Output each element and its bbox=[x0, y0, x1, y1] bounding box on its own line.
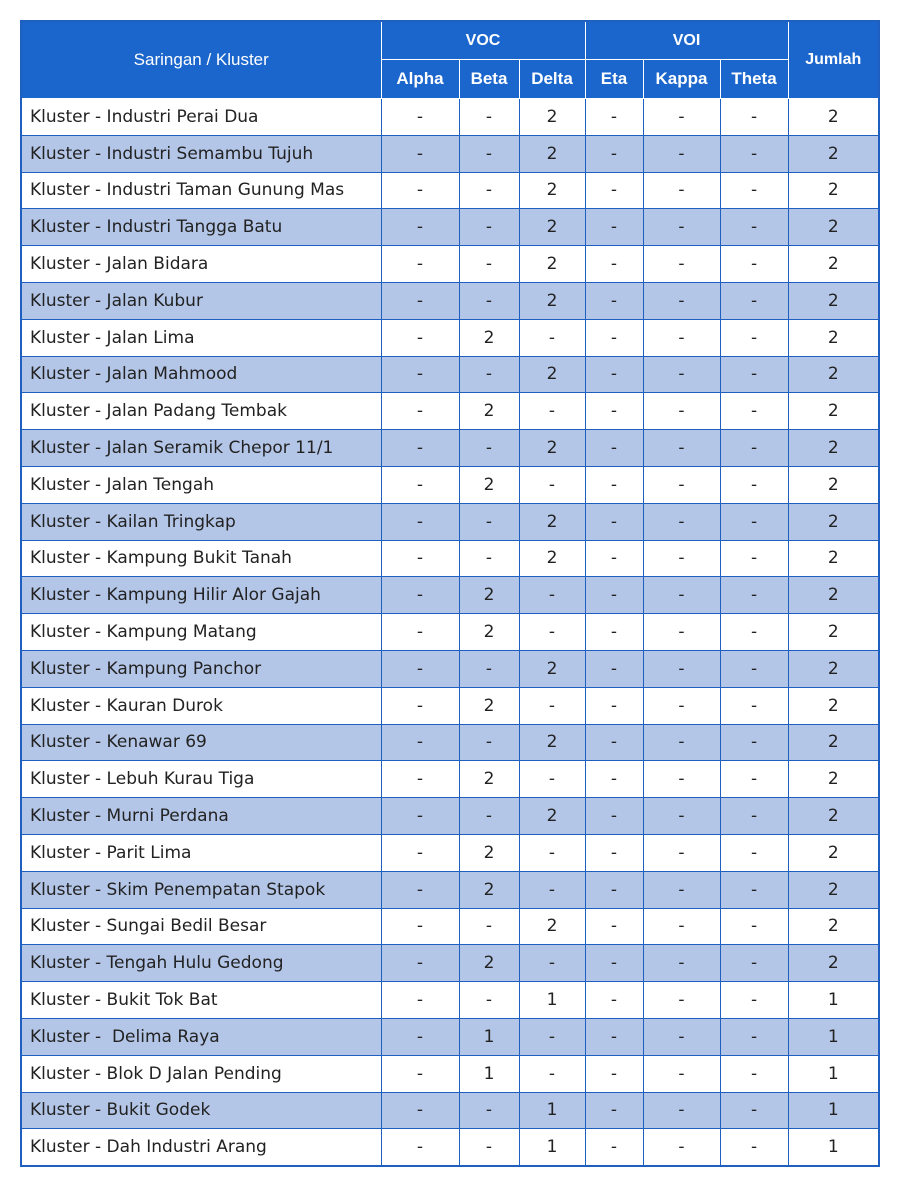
delta-cell: - bbox=[519, 1018, 585, 1055]
theta-cell: - bbox=[720, 430, 788, 467]
theta-cell: - bbox=[720, 1129, 788, 1166]
table-row bbox=[21, 540, 879, 577]
delta-cell: 1 bbox=[519, 1129, 585, 1166]
delta-cell: 2 bbox=[519, 650, 585, 687]
eta-cell: - bbox=[585, 982, 643, 1019]
theta-cell: - bbox=[720, 282, 788, 319]
jumlah-cell: 1 bbox=[788, 1129, 879, 1166]
theta-cell: - bbox=[720, 798, 788, 835]
delta-cell: - bbox=[519, 687, 585, 724]
kappa-cell: - bbox=[643, 1055, 720, 1092]
beta-cell: 2 bbox=[459, 614, 519, 651]
table-row bbox=[21, 650, 879, 687]
kappa-cell: - bbox=[643, 798, 720, 835]
alpha-cell: - bbox=[381, 430, 459, 467]
alpha-cell: - bbox=[381, 650, 459, 687]
kappa-cell: - bbox=[643, 687, 720, 724]
kappa-cell: - bbox=[643, 945, 720, 982]
kappa-cell: - bbox=[643, 356, 720, 393]
kappa-cell: - bbox=[643, 246, 720, 283]
cluster-name-cell: Kluster - Jalan Bidara bbox=[21, 246, 381, 283]
table-row bbox=[21, 871, 879, 908]
kappa-cell: - bbox=[643, 577, 720, 614]
cluster-table-container bbox=[20, 20, 878, 1167]
beta-cell: 2 bbox=[459, 319, 519, 356]
cluster-name-cell: Kluster - Jalan Seramik Chepor 11/1 bbox=[21, 430, 381, 467]
kappa-cell: - bbox=[643, 430, 720, 467]
table-row bbox=[21, 209, 879, 246]
jumlah-cell: 2 bbox=[788, 503, 879, 540]
beta-cell: 2 bbox=[459, 577, 519, 614]
eta-cell: - bbox=[585, 614, 643, 651]
delta-cell: 2 bbox=[519, 356, 585, 393]
eta-cell: - bbox=[585, 724, 643, 761]
table-row bbox=[21, 393, 879, 430]
header-beta: Beta bbox=[459, 60, 519, 99]
kappa-cell: - bbox=[643, 1092, 720, 1129]
beta-cell: - bbox=[459, 908, 519, 945]
beta-cell: - bbox=[459, 209, 519, 246]
beta-cell: 2 bbox=[459, 871, 519, 908]
jumlah-cell: 2 bbox=[788, 540, 879, 577]
table-row bbox=[21, 614, 879, 651]
delta-cell: 2 bbox=[519, 282, 585, 319]
jumlah-cell: 2 bbox=[788, 430, 879, 467]
alpha-cell: - bbox=[381, 1018, 459, 1055]
table-row bbox=[21, 577, 879, 614]
eta-cell: - bbox=[585, 356, 643, 393]
table-row bbox=[21, 761, 879, 798]
table-row bbox=[21, 356, 879, 393]
beta-cell: - bbox=[459, 724, 519, 761]
theta-cell: - bbox=[720, 577, 788, 614]
alpha-cell: - bbox=[381, 798, 459, 835]
cluster-name-cell: Kluster - Dah Industri Arang bbox=[21, 1129, 381, 1166]
jumlah-cell: 2 bbox=[788, 466, 879, 503]
cluster-name-cell: Kluster - Bukit Godek bbox=[21, 1092, 381, 1129]
beta-cell: 2 bbox=[459, 834, 519, 871]
delta-cell: - bbox=[519, 577, 585, 614]
jumlah-cell: 1 bbox=[788, 982, 879, 1019]
delta-cell: 2 bbox=[519, 430, 585, 467]
cluster-name-cell: Kluster - Lebuh Kurau Tiga bbox=[21, 761, 381, 798]
table-row bbox=[21, 724, 879, 761]
beta-cell: - bbox=[459, 356, 519, 393]
alpha-cell: - bbox=[381, 1129, 459, 1166]
table-row bbox=[21, 503, 879, 540]
eta-cell: - bbox=[585, 834, 643, 871]
cluster-name-cell: Kluster - Jalan Tengah bbox=[21, 466, 381, 503]
beta-cell: - bbox=[459, 540, 519, 577]
table-body bbox=[21, 99, 879, 1167]
alpha-cell: - bbox=[381, 99, 459, 136]
alpha-cell: - bbox=[381, 577, 459, 614]
jumlah-cell: 2 bbox=[788, 356, 879, 393]
delta-cell: 2 bbox=[519, 540, 585, 577]
header-alpha: Alpha bbox=[381, 60, 459, 99]
eta-cell: - bbox=[585, 172, 643, 209]
table-row bbox=[21, 172, 879, 209]
cluster-name-cell: Kluster - Delima Raya bbox=[21, 1018, 381, 1055]
delta-cell: 2 bbox=[519, 503, 585, 540]
theta-cell: - bbox=[720, 540, 788, 577]
theta-cell: - bbox=[720, 908, 788, 945]
beta-cell: - bbox=[459, 135, 519, 172]
table-row bbox=[21, 982, 879, 1019]
alpha-cell: - bbox=[381, 319, 459, 356]
eta-cell: - bbox=[585, 945, 643, 982]
jumlah-cell: 2 bbox=[788, 724, 879, 761]
delta-cell: 2 bbox=[519, 908, 585, 945]
cluster-name-cell: Kluster - Industri Tangga Batu bbox=[21, 209, 381, 246]
table-row bbox=[21, 908, 879, 945]
eta-cell: - bbox=[585, 246, 643, 283]
kappa-cell: - bbox=[643, 466, 720, 503]
jumlah-cell: 2 bbox=[788, 871, 879, 908]
cluster-name-cell: Kluster - Jalan Mahmood bbox=[21, 356, 381, 393]
header-kappa: Kappa bbox=[643, 60, 720, 99]
alpha-cell: - bbox=[381, 687, 459, 724]
kappa-cell: - bbox=[643, 393, 720, 430]
header-group-voi: VOI bbox=[585, 21, 788, 60]
beta-cell: 2 bbox=[459, 687, 519, 724]
table-row bbox=[21, 1092, 879, 1129]
beta-cell: - bbox=[459, 503, 519, 540]
table-row bbox=[21, 834, 879, 871]
alpha-cell: - bbox=[381, 393, 459, 430]
kappa-cell: - bbox=[643, 99, 720, 136]
alpha-cell: - bbox=[381, 356, 459, 393]
alpha-cell: - bbox=[381, 503, 459, 540]
theta-cell: - bbox=[720, 1055, 788, 1092]
delta-cell: 2 bbox=[519, 724, 585, 761]
jumlah-cell: 2 bbox=[788, 319, 879, 356]
jumlah-cell: 2 bbox=[788, 282, 879, 319]
beta-cell: - bbox=[459, 282, 519, 319]
table-row bbox=[21, 319, 879, 356]
delta-cell: 2 bbox=[519, 172, 585, 209]
delta-cell: - bbox=[519, 466, 585, 503]
cluster-name-cell: Kluster - Kampung Hilir Alor Gajah bbox=[21, 577, 381, 614]
delta-cell: - bbox=[519, 614, 585, 651]
alpha-cell: - bbox=[381, 1055, 459, 1092]
table-row bbox=[21, 1018, 879, 1055]
header-jumlah: Jumlah bbox=[788, 21, 879, 99]
theta-cell: - bbox=[720, 393, 788, 430]
theta-cell: - bbox=[720, 99, 788, 136]
theta-cell: - bbox=[720, 871, 788, 908]
alpha-cell: - bbox=[381, 945, 459, 982]
kappa-cell: - bbox=[643, 282, 720, 319]
jumlah-cell: 2 bbox=[788, 761, 879, 798]
cluster-name-cell: Kluster - Kailan Tringkap bbox=[21, 503, 381, 540]
kappa-cell: - bbox=[643, 834, 720, 871]
beta-cell: - bbox=[459, 1129, 519, 1166]
cluster-name-cell: Kluster - Kauran Durok bbox=[21, 687, 381, 724]
theta-cell: - bbox=[720, 503, 788, 540]
alpha-cell: - bbox=[381, 614, 459, 651]
eta-cell: - bbox=[585, 540, 643, 577]
eta-cell: - bbox=[585, 577, 643, 614]
theta-cell: - bbox=[720, 319, 788, 356]
kappa-cell: - bbox=[643, 209, 720, 246]
kappa-cell: - bbox=[643, 1018, 720, 1055]
jumlah-cell: 2 bbox=[788, 908, 879, 945]
jumlah-cell: 2 bbox=[788, 393, 879, 430]
alpha-cell: - bbox=[381, 135, 459, 172]
eta-cell: - bbox=[585, 761, 643, 798]
delta-cell: 2 bbox=[519, 246, 585, 283]
table-row bbox=[21, 99, 879, 136]
eta-cell: - bbox=[585, 393, 643, 430]
header-delta: Delta bbox=[519, 60, 585, 99]
table-row bbox=[21, 798, 879, 835]
jumlah-cell: 2 bbox=[788, 99, 879, 136]
table-row bbox=[21, 945, 879, 982]
cluster-name-cell: Kluster - Industri Taman Gunung Mas bbox=[21, 172, 381, 209]
kappa-cell: - bbox=[643, 908, 720, 945]
eta-cell: - bbox=[585, 282, 643, 319]
cluster-name-cell: Kluster - Kenawar 69 bbox=[21, 724, 381, 761]
eta-cell: - bbox=[585, 135, 643, 172]
beta-cell: - bbox=[459, 798, 519, 835]
jumlah-cell: 2 bbox=[788, 650, 879, 687]
eta-cell: - bbox=[585, 798, 643, 835]
eta-cell: - bbox=[585, 687, 643, 724]
beta-cell: - bbox=[459, 982, 519, 1019]
theta-cell: - bbox=[720, 1018, 788, 1055]
eta-cell: - bbox=[585, 430, 643, 467]
eta-cell: - bbox=[585, 503, 643, 540]
cluster-name-cell: Kluster - Industri Perai Dua bbox=[21, 99, 381, 136]
delta-cell: - bbox=[519, 393, 585, 430]
theta-cell: - bbox=[720, 466, 788, 503]
beta-cell: 2 bbox=[459, 466, 519, 503]
jumlah-cell: 2 bbox=[788, 172, 879, 209]
alpha-cell: - bbox=[381, 282, 459, 319]
cluster-name-cell: Kluster - Kampung Bukit Tanah bbox=[21, 540, 381, 577]
table-row bbox=[21, 246, 879, 283]
cluster-name-cell: Kluster - Jalan Kubur bbox=[21, 282, 381, 319]
header-saringan-kluster: Saringan / Kluster bbox=[21, 21, 381, 99]
delta-cell: - bbox=[519, 834, 585, 871]
jumlah-cell: 2 bbox=[788, 687, 879, 724]
alpha-cell: - bbox=[381, 724, 459, 761]
delta-cell: 2 bbox=[519, 209, 585, 246]
cluster-name-cell: Kluster - Skim Penempatan Stapok bbox=[21, 871, 381, 908]
kappa-cell: - bbox=[643, 319, 720, 356]
kappa-cell: - bbox=[643, 650, 720, 687]
kappa-cell: - bbox=[643, 172, 720, 209]
eta-cell: - bbox=[585, 1018, 643, 1055]
alpha-cell: - bbox=[381, 908, 459, 945]
alpha-cell: - bbox=[381, 982, 459, 1019]
table-row bbox=[21, 1129, 879, 1166]
cluster-name-cell: Kluster - Industri Semambu Tujuh bbox=[21, 135, 381, 172]
delta-cell: - bbox=[519, 1055, 585, 1092]
beta-cell: 1 bbox=[459, 1018, 519, 1055]
theta-cell: - bbox=[720, 982, 788, 1019]
beta-cell: - bbox=[459, 99, 519, 136]
eta-cell: - bbox=[585, 466, 643, 503]
delta-cell: - bbox=[519, 871, 585, 908]
beta-cell: - bbox=[459, 246, 519, 283]
kappa-cell: - bbox=[643, 1129, 720, 1166]
eta-cell: - bbox=[585, 1092, 643, 1129]
theta-cell: - bbox=[720, 945, 788, 982]
cluster-name-cell: Kluster - Parit Lima bbox=[21, 834, 381, 871]
theta-cell: - bbox=[720, 687, 788, 724]
eta-cell: - bbox=[585, 908, 643, 945]
theta-cell: - bbox=[720, 135, 788, 172]
theta-cell: - bbox=[720, 172, 788, 209]
header-theta: Theta bbox=[720, 60, 788, 99]
delta-cell: 1 bbox=[519, 982, 585, 1019]
delta-cell: 1 bbox=[519, 1092, 585, 1129]
cluster-name-cell: Kluster - Kampung Panchor bbox=[21, 650, 381, 687]
delta-cell: 2 bbox=[519, 135, 585, 172]
header-group-voc: VOC bbox=[381, 21, 585, 60]
alpha-cell: - bbox=[381, 834, 459, 871]
cluster-name-cell: Kluster - Jalan Lima bbox=[21, 319, 381, 356]
cluster-name-cell: Kluster - Jalan Padang Tembak bbox=[21, 393, 381, 430]
delta-cell: 2 bbox=[519, 798, 585, 835]
jumlah-cell: 2 bbox=[788, 834, 879, 871]
eta-cell: - bbox=[585, 1055, 643, 1092]
kappa-cell: - bbox=[643, 614, 720, 651]
alpha-cell: - bbox=[381, 761, 459, 798]
eta-cell: - bbox=[585, 871, 643, 908]
beta-cell: 2 bbox=[459, 945, 519, 982]
kappa-cell: - bbox=[643, 871, 720, 908]
table-row bbox=[21, 687, 879, 724]
table-row bbox=[21, 430, 879, 467]
theta-cell: - bbox=[720, 761, 788, 798]
theta-cell: - bbox=[720, 356, 788, 393]
alpha-cell: - bbox=[381, 871, 459, 908]
kappa-cell: - bbox=[643, 982, 720, 1019]
eta-cell: - bbox=[585, 209, 643, 246]
delta-cell: - bbox=[519, 945, 585, 982]
alpha-cell: - bbox=[381, 1092, 459, 1129]
jumlah-cell: 2 bbox=[788, 246, 879, 283]
eta-cell: - bbox=[585, 1129, 643, 1166]
jumlah-cell: 2 bbox=[788, 945, 879, 982]
table-row bbox=[21, 1055, 879, 1092]
cluster-variant-table bbox=[20, 20, 880, 1167]
table-row bbox=[21, 282, 879, 319]
delta-cell: - bbox=[519, 319, 585, 356]
theta-cell: - bbox=[720, 614, 788, 651]
beta-cell: - bbox=[459, 172, 519, 209]
cluster-name-cell: Kluster - Blok D Jalan Pending bbox=[21, 1055, 381, 1092]
header-eta: Eta bbox=[585, 60, 643, 99]
jumlah-cell: 1 bbox=[788, 1055, 879, 1092]
kappa-cell: - bbox=[643, 724, 720, 761]
jumlah-cell: 2 bbox=[788, 209, 879, 246]
theta-cell: - bbox=[720, 1092, 788, 1129]
jumlah-cell: 1 bbox=[788, 1018, 879, 1055]
kappa-cell: - bbox=[643, 761, 720, 798]
table-row bbox=[21, 466, 879, 503]
jumlah-cell: 1 bbox=[788, 1092, 879, 1129]
theta-cell: - bbox=[720, 834, 788, 871]
beta-cell: - bbox=[459, 1092, 519, 1129]
jumlah-cell: 2 bbox=[788, 577, 879, 614]
kappa-cell: - bbox=[643, 503, 720, 540]
theta-cell: - bbox=[720, 650, 788, 687]
theta-cell: - bbox=[720, 246, 788, 283]
kappa-cell: - bbox=[643, 135, 720, 172]
jumlah-cell: 2 bbox=[788, 135, 879, 172]
jumlah-cell: 2 bbox=[788, 798, 879, 835]
delta-cell: - bbox=[519, 761, 585, 798]
alpha-cell: - bbox=[381, 246, 459, 283]
eta-cell: - bbox=[585, 319, 643, 356]
jumlah-cell: 2 bbox=[788, 614, 879, 651]
beta-cell: 2 bbox=[459, 393, 519, 430]
cluster-name-cell: Kluster - Kampung Matang bbox=[21, 614, 381, 651]
kappa-cell: - bbox=[643, 540, 720, 577]
table-row bbox=[21, 135, 879, 172]
alpha-cell: - bbox=[381, 209, 459, 246]
cluster-name-cell: Kluster - Sungai Bedil Besar bbox=[21, 908, 381, 945]
cluster-name-cell: Kluster - Tengah Hulu Gedong bbox=[21, 945, 381, 982]
eta-cell: - bbox=[585, 650, 643, 687]
alpha-cell: - bbox=[381, 172, 459, 209]
cluster-name-cell: Kluster - Bukit Tok Bat bbox=[21, 982, 381, 1019]
beta-cell: 2 bbox=[459, 761, 519, 798]
theta-cell: - bbox=[720, 724, 788, 761]
beta-cell: - bbox=[459, 430, 519, 467]
delta-cell: 2 bbox=[519, 99, 585, 136]
eta-cell: - bbox=[585, 99, 643, 136]
alpha-cell: - bbox=[381, 466, 459, 503]
theta-cell: - bbox=[720, 209, 788, 246]
beta-cell: - bbox=[459, 650, 519, 687]
beta-cell: 1 bbox=[459, 1055, 519, 1092]
alpha-cell: - bbox=[381, 540, 459, 577]
cluster-name-cell: Kluster - Murni Perdana bbox=[21, 798, 381, 835]
